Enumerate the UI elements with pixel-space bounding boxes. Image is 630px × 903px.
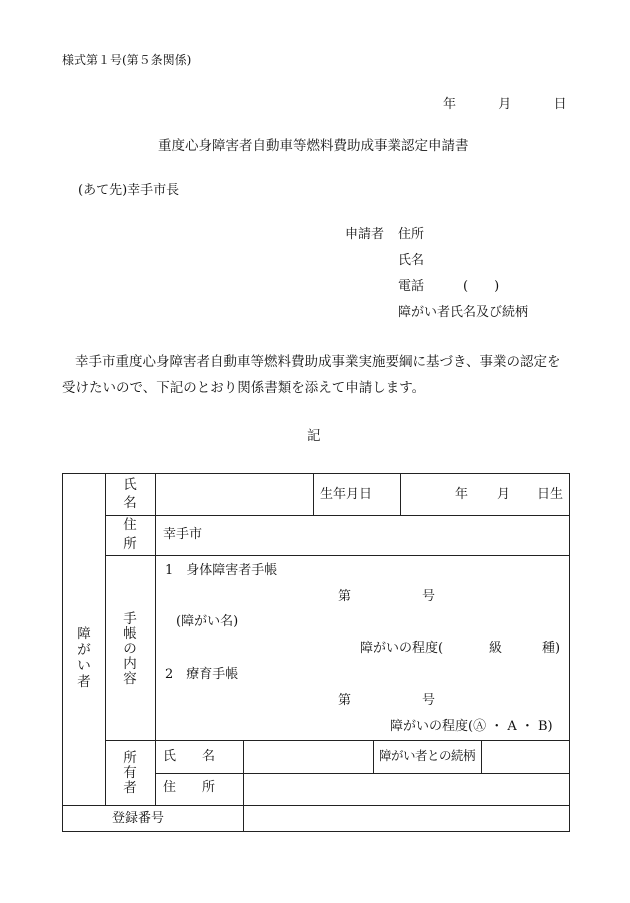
owner-label-char: 者 bbox=[123, 780, 137, 796]
owner-relation-label: 障がい者との続柄 bbox=[379, 748, 476, 763]
ryoiku-techo-number-dai: 第 bbox=[338, 693, 352, 708]
group-char: 者 bbox=[77, 674, 91, 690]
applicant-label: 申請者 bbox=[345, 227, 385, 242]
table-divider bbox=[105, 473, 106, 805]
techo-label-char: 手 bbox=[123, 611, 137, 627]
applicant-phone-label: 電話 bbox=[398, 279, 425, 294]
date-day-label: 日 bbox=[553, 97, 567, 112]
physical-techo-number-dai: 第 bbox=[338, 589, 352, 604]
techo-label-char: 容 bbox=[123, 671, 137, 687]
date-month-label: 月 bbox=[498, 97, 512, 112]
owner-address-field[interactable] bbox=[245, 775, 568, 803]
table-divider bbox=[155, 773, 570, 774]
applicant-phone-parens: ( ) bbox=[463, 279, 500, 294]
name-label-char: 氏 bbox=[123, 477, 137, 493]
applicant-name-label: 氏名 bbox=[398, 253, 425, 268]
ryoiku-techo-number-go: 号 bbox=[422, 693, 436, 708]
owner-name-field[interactable] bbox=[245, 742, 371, 771]
address-value: 幸手市 bbox=[163, 527, 203, 542]
group-char: い bbox=[77, 658, 91, 674]
physical-techo-title: 1 身体障害者手帳 bbox=[165, 563, 278, 578]
table-divider bbox=[105, 740, 570, 741]
physical-degree-kyu: 級 bbox=[489, 641, 503, 656]
registration-number-field[interactable] bbox=[245, 807, 568, 830]
table-divider bbox=[400, 473, 401, 515]
techo-content-label bbox=[122, 612, 138, 687]
birthdate-label: 生年月日 bbox=[320, 487, 373, 502]
birthdate-day-unit: 日生 bbox=[537, 487, 564, 502]
disabled-person-group-label bbox=[76, 626, 92, 690]
owner-label bbox=[122, 751, 138, 796]
name-value-field[interactable] bbox=[157, 475, 311, 513]
physical-techo-number-go: 号 bbox=[422, 589, 436, 604]
request-line-2: 受けたいので、下記のとおり関係書類を添えて申請します。 bbox=[62, 380, 426, 396]
group-char: 障 bbox=[77, 626, 91, 642]
birthdate-year-unit: 年 bbox=[455, 487, 469, 502]
date-year-label: 年 bbox=[443, 97, 457, 112]
addressee: (あて先)幸手市長 bbox=[78, 183, 180, 198]
address-label-char: 住 bbox=[123, 517, 137, 533]
techo-label-char: の bbox=[123, 641, 137, 657]
birthdate-month-unit: 月 bbox=[497, 487, 511, 502]
ki-heading: 記 bbox=[307, 428, 321, 444]
ryoiku-degree: 障がいの程度(Ⓐ ・ A ・ B) bbox=[390, 719, 553, 734]
table-divider bbox=[243, 740, 244, 832]
document-title: 重度心身障害者自動車等燃料費助成事業認定申請書 bbox=[158, 138, 469, 154]
name-label-char: 名 bbox=[123, 495, 137, 511]
owner-label-char: 有 bbox=[123, 765, 137, 781]
table-divider bbox=[155, 473, 156, 805]
name-label bbox=[122, 476, 138, 512]
table-divider bbox=[105, 515, 570, 516]
group-char: が bbox=[77, 642, 91, 658]
disability-name-label: (障がい名) bbox=[176, 614, 239, 629]
ryoiku-techo-title: 2 療育手帳 bbox=[165, 667, 239, 682]
request-line-1: 幸手市重度心身障害者自動車等燃料費助成事業実施要綱に基づき、事業の認定を bbox=[75, 354, 561, 370]
applicant-address-label: 住所 bbox=[398, 227, 425, 242]
registration-number-label: 登録番号 bbox=[112, 811, 165, 826]
address-label-char: 所 bbox=[123, 536, 137, 552]
physical-degree-shu: 種) bbox=[542, 641, 561, 656]
physical-degree-prefix: 障がいの程度( bbox=[360, 641, 444, 656]
table-divider bbox=[313, 473, 314, 515]
request-paragraph bbox=[62, 349, 562, 401]
form-number: 様式第１号(第５条関係) bbox=[62, 53, 192, 67]
techo-label-char: 内 bbox=[123, 656, 137, 672]
owner-label-char: 所 bbox=[123, 750, 137, 766]
table-divider bbox=[105, 555, 570, 556]
applicant-relation-label: 障がい者氏名及び続柄 bbox=[398, 305, 529, 320]
table-divider bbox=[62, 805, 570, 806]
owner-relation-field[interactable] bbox=[483, 742, 568, 771]
owner-address-label: 住 所 bbox=[163, 780, 216, 795]
address-label bbox=[122, 516, 138, 554]
owner-name-label: 氏 名 bbox=[163, 749, 216, 764]
techo-label-char: 帳 bbox=[123, 626, 137, 642]
table-divider bbox=[481, 740, 482, 773]
date-header bbox=[443, 98, 567, 111]
table-divider bbox=[373, 740, 374, 773]
